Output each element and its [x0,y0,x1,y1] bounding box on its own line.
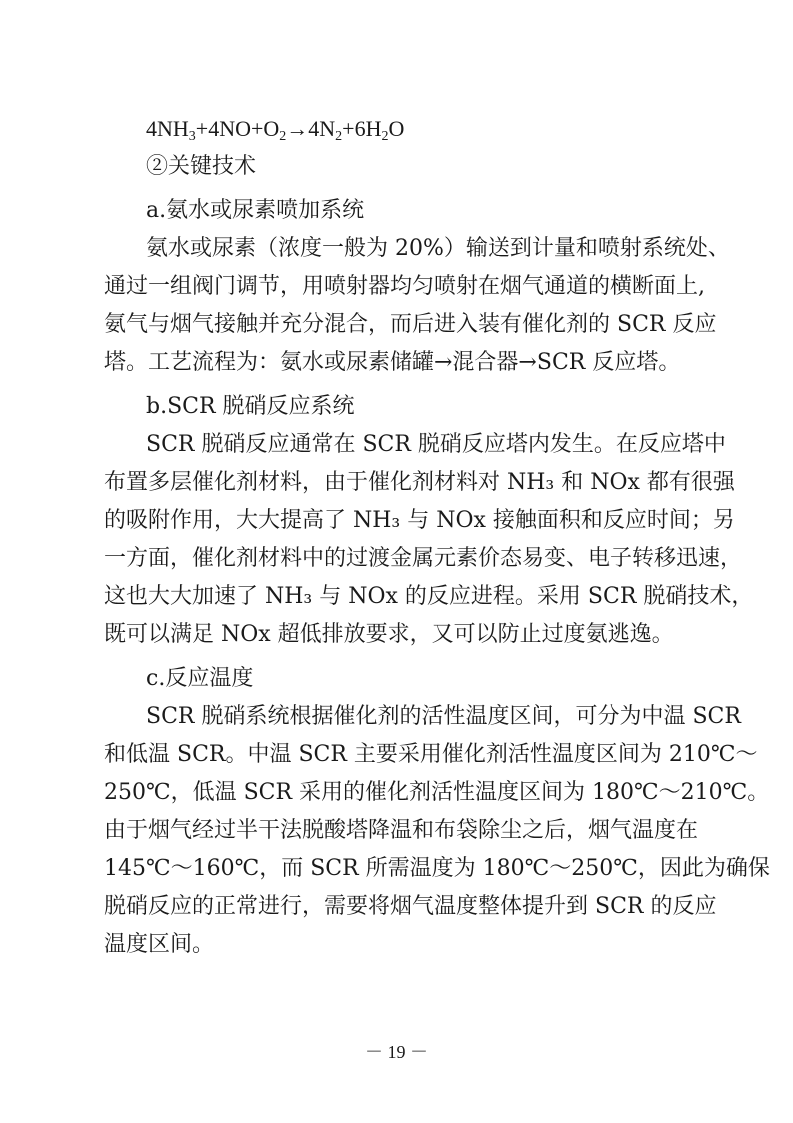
subsection-title-a: a.氨水或尿素喷加系统 [146,198,365,223]
paragraph-line: SCR 脱硝反应通常在 SCR 脱硝反应塔内发生。在反应塔中 [146,432,726,457]
paragraph-line: 和低温 SCR。中温 SCR 主要采用催化剂活性温度区间为 210℃～ [104,742,758,767]
paragraph-line: 氨气与烟气接触并充分混合，而后进入装有催化剂的 SCR 反应 [104,312,717,337]
subsection-title-c: c.反应温度 [146,666,254,691]
paragraph-line: 通过一组阀门调节，用喷射器均匀喷射在烟气通道的横断面上, [104,274,705,299]
reaction-equation: $4NH_3+4NO+O_2\to 4N_2+6H_2O$ [146,116,405,144]
paragraph-line: 的吸附作用，大大提高了 NH₃ 与 NOx 接触面积和反应时间；另 [104,508,735,533]
paragraph-line: 氨水或尿素（浓度一般为 20%）输送到计量和喷射系统处、 [146,236,730,261]
paragraph-line: 这也大大加速了 NH₃ 与 NOx 的反应进程。采用 SCR 脱硝技术， [104,584,754,609]
paragraph-line: 塔。工艺流程为：氨水或尿素储罐→混合器→SCR 反应塔。 [104,350,681,375]
paragraph-line: 250℃，低温 SCR 采用的催化剂活性温度区间为 180℃～210℃。 [104,780,770,805]
paragraph-line: 既可以满足 NOx 超低排放要求，又可以防止过度氨逃逸。 [104,622,674,647]
paragraph-line: 145℃～160℃，而 SCR 所需温度为 180℃～250℃，因此为确保 [104,856,770,881]
paragraph-line: 温度区间。 [104,932,215,957]
paragraph-line: 布置多层催化剂材料，由于催化剂材料对 NH₃ 和 NOx 都有很强 [104,470,735,495]
paragraph-line: 一方面，催化剂材料中的过渡金属元素价态易变、电子转移迅速， [104,546,743,571]
paragraph-line: 由于烟气经过半干法脱酸塔降温和布袋除尘之后，烟气温度在 [104,818,699,843]
subsection-title-b: b.SCR 脱硝反应系统 [146,394,355,419]
page-number: － 19 － [365,1042,428,1062]
paragraph-line: 脱硝反应的正常进行，需要将烟气温度整体提升到 SCR 的反应 [104,894,717,919]
section-heading: ②关键技术 [146,154,257,179]
paragraph-line: SCR 脱硝系统根据催化剂的活性温度区间，可分为中温 SCR [146,704,741,729]
